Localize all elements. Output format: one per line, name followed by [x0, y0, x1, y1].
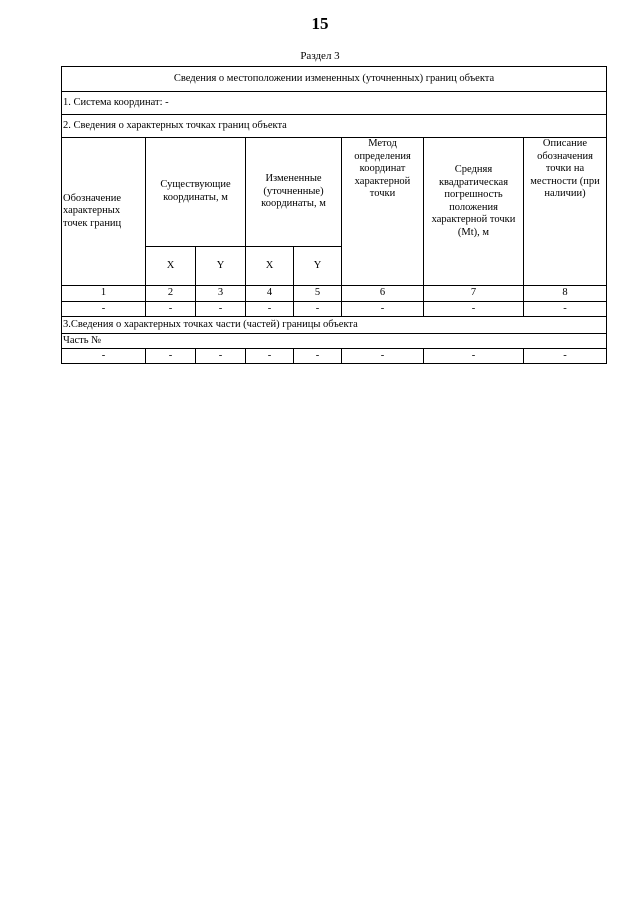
table-row — [62, 302, 607, 317]
column-number: 2 — [146, 286, 196, 302]
table-title: Сведения о местоположении измененных (уточненных) границ объекта — [62, 67, 607, 92]
table-cell: - — [342, 349, 424, 364]
column-number: 7 — [424, 286, 524, 302]
column-number: 6 — [342, 286, 424, 302]
boundary-table — [61, 66, 607, 364]
table-cell: - — [196, 302, 246, 317]
table-cell: - — [146, 349, 196, 364]
column-number: 3 — [196, 286, 246, 302]
header-error: Средняя квадратическая погрешность положения характерной точки (Mt), м — [424, 138, 524, 286]
header-description: Описание обозначения точки на местности (при наличии) — [524, 138, 607, 286]
header-existing-coordinates: Существующие координаты, м — [146, 138, 246, 247]
header-y-changed: Y — [294, 247, 342, 286]
column-number: 5 — [294, 286, 342, 302]
column-number-row — [62, 286, 607, 302]
table-cell: - — [62, 349, 146, 364]
table-cell: - — [246, 302, 294, 317]
table-cell: - — [424, 349, 524, 364]
column-number: 4 — [246, 286, 294, 302]
parts-heading: 3.Сведения о характерных точках части (частей) границы объекта — [62, 317, 607, 334]
part-label: Часть № — [62, 334, 607, 349]
column-number: 1 — [62, 286, 146, 302]
header-changed-coordinates: Измененные (уточненные) координаты, м — [246, 138, 342, 247]
table-cell: - — [294, 302, 342, 317]
header-y-existing: Y — [196, 247, 246, 286]
table-cell: - — [146, 302, 196, 317]
table-cell: - — [294, 349, 342, 364]
coordinate-system: 1. Система координат: - — [62, 92, 607, 115]
table-cell: - — [246, 349, 294, 364]
table-cell: - — [524, 302, 607, 317]
table-cell: - — [524, 349, 607, 364]
table-row — [62, 349, 607, 364]
table-cell: - — [342, 302, 424, 317]
header-x-existing: X — [146, 247, 196, 286]
section-title: Раздел 3 — [300, 50, 340, 62]
table-cell: - — [62, 302, 146, 317]
table-cell: - — [424, 302, 524, 317]
header-x-changed: X — [246, 247, 294, 286]
table-cell: - — [196, 349, 246, 364]
header-designation: Обозначение характерных точек границ — [62, 138, 146, 286]
header-method: Метод определения координат характерной точки — [342, 138, 424, 286]
column-number: 8 — [524, 286, 607, 302]
page-number: 15 — [311, 14, 329, 33]
points-heading: 2. Сведения о характерных точках границ объекта — [62, 115, 607, 138]
